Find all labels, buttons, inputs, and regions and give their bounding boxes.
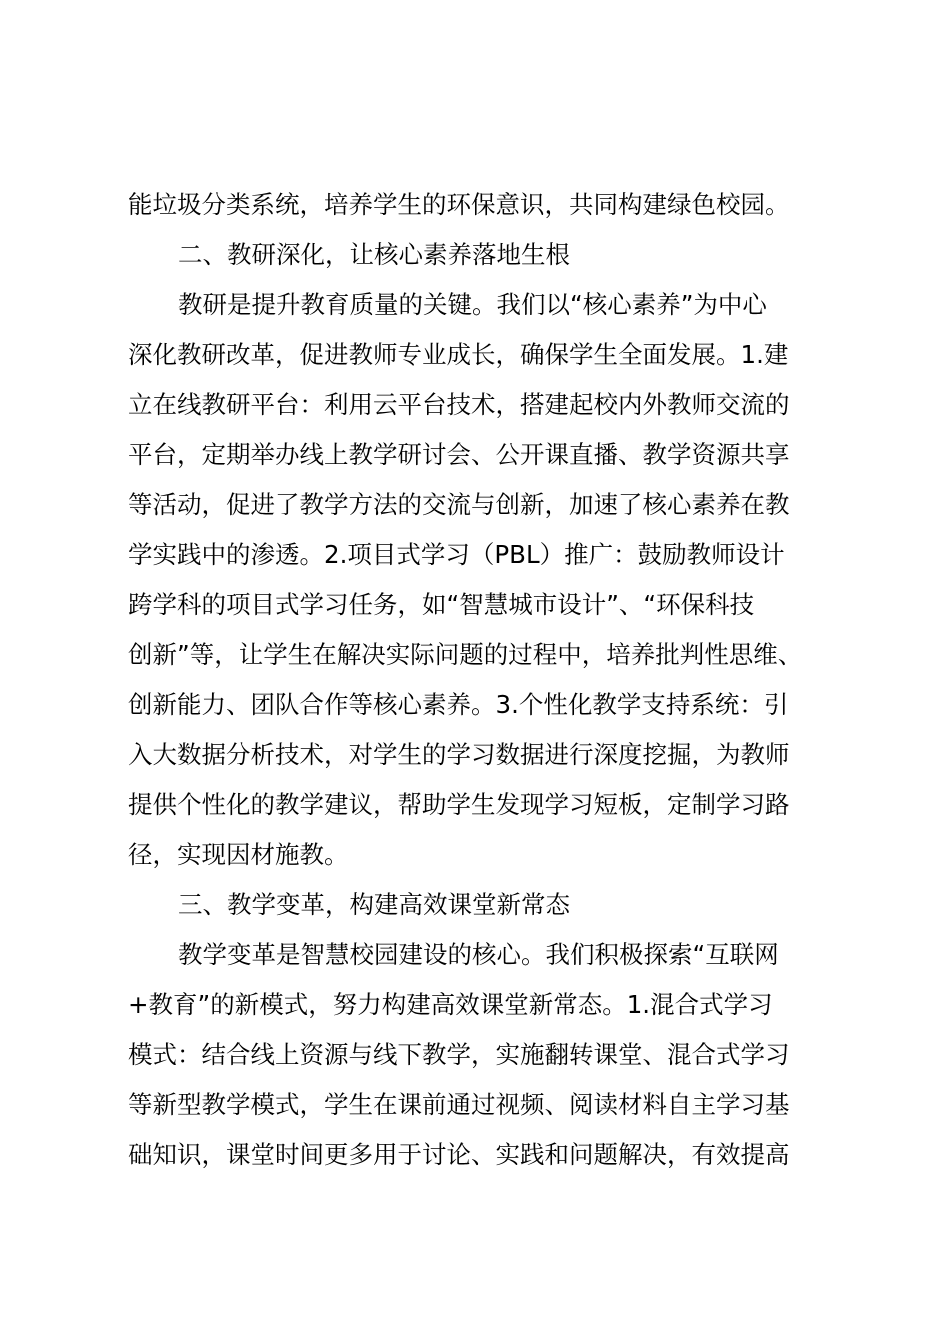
text-line: 教学变革是智慧校园建设的核心。我们积极探索“互联网 [178,940,779,969]
text-line: 平台，定期举办线上教学研讨会、公开课直播、教学资源共享 [128,440,790,469]
text-line: 创新”等，让学生在解决实际问题的过程中，培养批判性思维、 [128,640,803,669]
text-line: 础知识，课堂时间更多用于讨论、实践和问题解决，有效提高 [128,1140,790,1169]
text-line: 创新能力、团队合作等核心素养。3.个性化教学支持系统：引 [128,690,789,719]
section-heading: 二、教研深化，让核心素养落地生根 [178,240,570,269]
text-line: 能垃圾分类系统，培养学生的环保意识，共同构建绿色校园。 [128,190,790,219]
text-line: 提供个性化的教学建议，帮助学生发现学习短板，定制学习路 [128,790,790,819]
text-line: 径，实现因材施教。 [128,840,349,869]
text-line: 立在线教研平台：利用云平台技术，搭建起校内外教师交流的 [128,390,790,419]
text-line: 深化教研改革，促进教师专业成长，确保学生全面发展。1.建 [128,340,789,369]
text-line: 跨学科的项目式学习任务，如“智慧城市设计”、“环保科技 [128,590,755,619]
text-line: 教研是提升教育质量的关键。我们以“核心素养”为中心 [178,290,767,319]
text-line: 学实践中的渗透。2.项目式学习（PBL）推广：鼓励教师设计 [128,540,785,569]
text-line: 模式：结合线上资源与线下教学，实施翻转课堂、混合式学习 [128,1040,790,1069]
text-line: +教育”的新模式，努力构建高效课堂新常态。1.混合式学习 [128,990,773,1019]
text-line: 等活动，促进了教学方法的交流与创新，加速了核心素养在教 [128,490,790,519]
section-heading: 三、教学变革，构建高效课堂新常态 [178,890,570,919]
text-line: 等新型教学模式，学生在课前通过视频、阅读材料自主学习基 [128,1090,790,1119]
text-line: 入大数据分析技术，对学生的学习数据进行深度挖掘，为教师 [128,740,790,769]
